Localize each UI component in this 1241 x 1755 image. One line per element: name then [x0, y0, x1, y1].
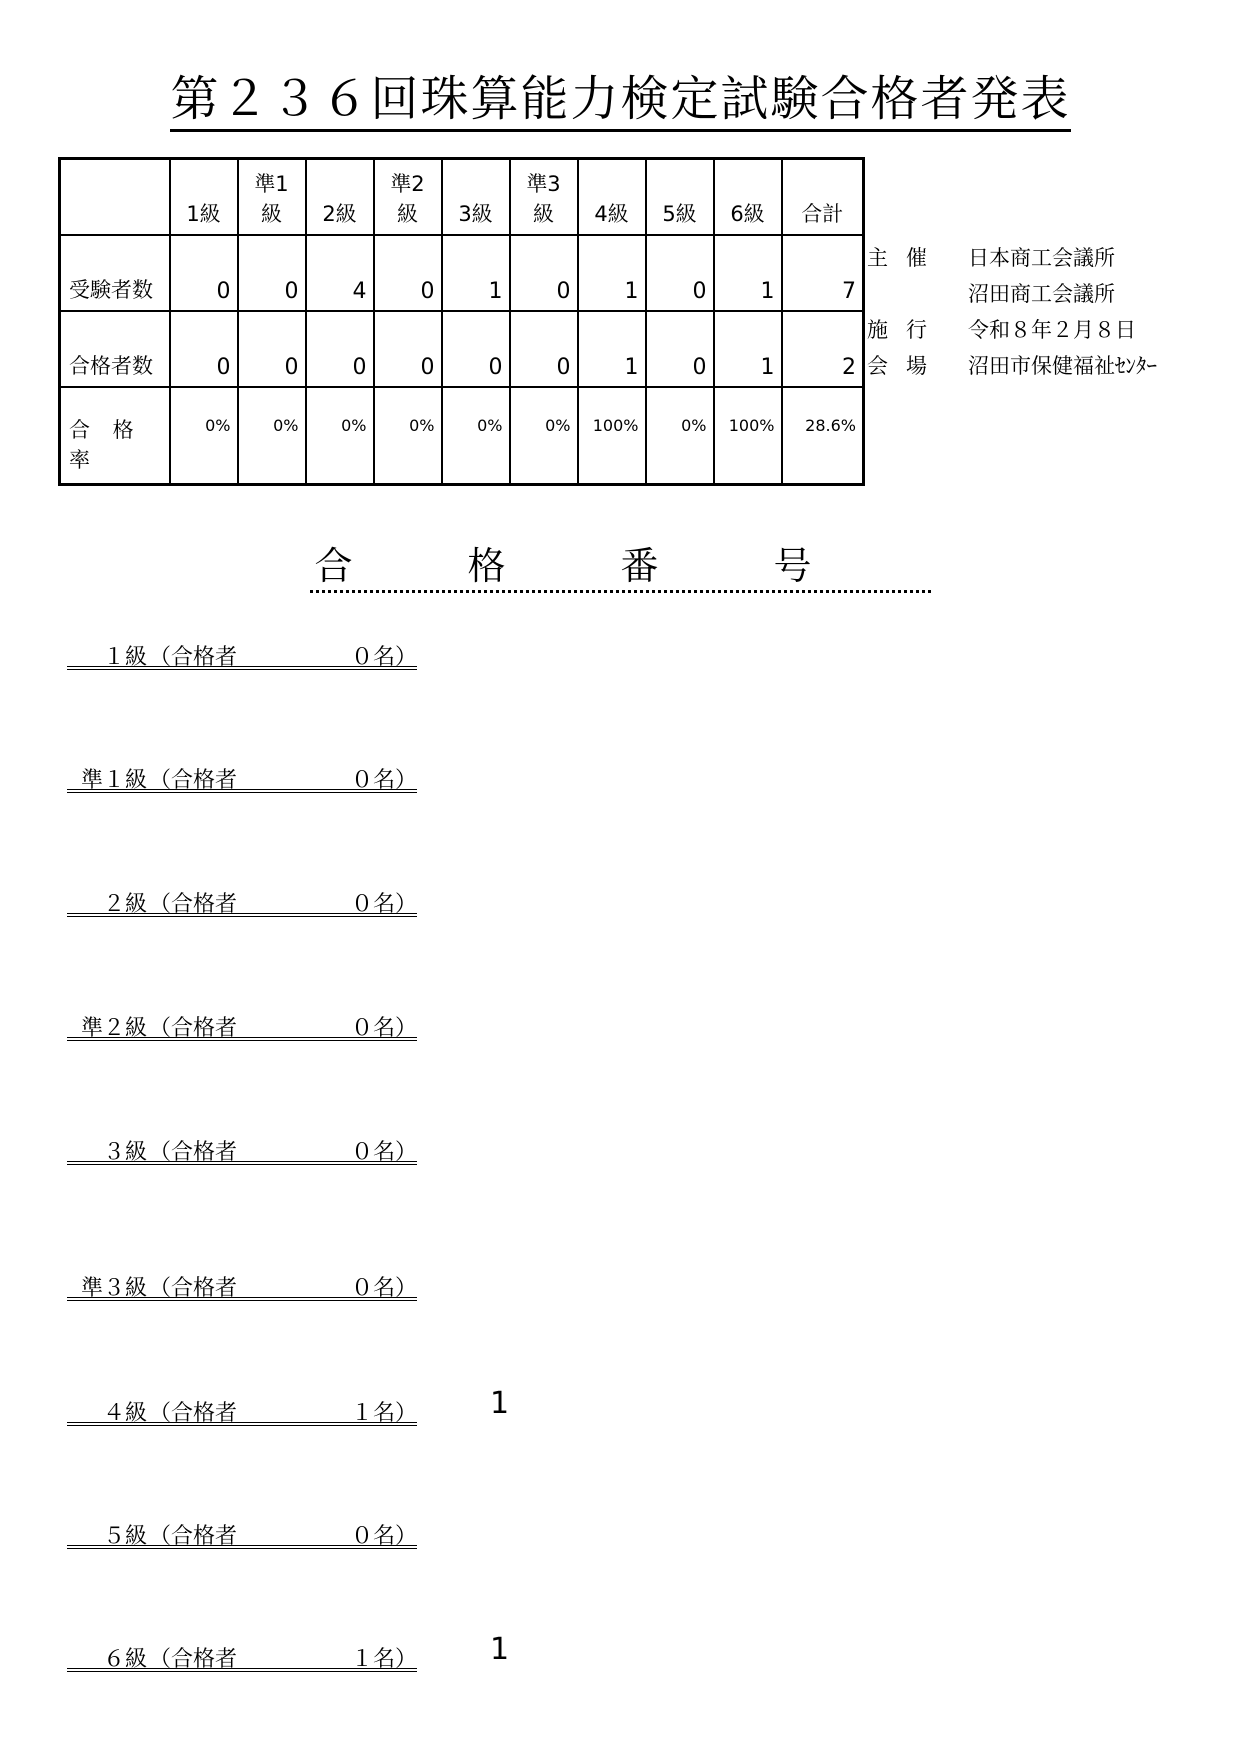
exam-date: 令和８年２月８日 — [968, 318, 1136, 342]
table-cell: 1 — [714, 311, 782, 387]
column-header: 準1級 — [238, 159, 306, 235]
grade-passers-label: （合格者 — [149, 1401, 238, 1426]
column-header-total: 合計 — [782, 159, 864, 235]
table-cell: 0 — [510, 311, 578, 387]
grade-name: ３級 — [102, 1140, 147, 1165]
grade-line — [67, 1011, 417, 1041]
table-cell: 0 — [170, 235, 238, 311]
section-title — [0, 535, 1241, 590]
column-header: 3級 — [442, 159, 510, 235]
grade-name: ５級 — [102, 1524, 147, 1549]
grade-passers-count: ０名） — [350, 892, 417, 917]
column-header: 準2級 — [374, 159, 442, 235]
grade-name: ２級 — [102, 892, 147, 917]
grade-passers-label: （合格者 — [149, 1524, 238, 1549]
table-cell: 0 — [374, 235, 442, 311]
table-cell: 0 — [510, 235, 578, 311]
results-table — [58, 157, 865, 486]
grade-passers-label: （合格者 — [149, 1647, 238, 1672]
grade-line — [67, 1519, 417, 1549]
table-row-pass-rate — [60, 387, 864, 485]
table-row-examinees — [60, 235, 864, 311]
table-cell: 0 — [238, 311, 306, 387]
table-cell: 0% — [510, 387, 578, 485]
grade-passers-label: （合格者 — [149, 645, 238, 670]
table-cell: 0 — [374, 311, 442, 387]
table-cell: 100% — [714, 387, 782, 485]
table-cell: 1 — [578, 235, 646, 311]
grade-passers-count: １名） — [350, 1401, 417, 1426]
grade-passers-count: ０名） — [350, 768, 417, 793]
table-cell: 1 — [714, 235, 782, 311]
grade-name: 準３級 — [80, 1276, 147, 1301]
table-cell: 4 — [306, 235, 374, 311]
table-cell: 0 — [306, 311, 374, 387]
table-cell: 100% — [578, 387, 646, 485]
venue: 沼田市保健福祉ｾﾝﾀｰ — [968, 354, 1157, 378]
column-header: 準3級 — [510, 159, 578, 235]
table-cell: 1 — [578, 311, 646, 387]
grade-name: 準２級 — [80, 1016, 147, 1041]
grade-line — [67, 1642, 417, 1672]
table-corner-cell — [60, 159, 170, 235]
grade-name: ６級 — [102, 1647, 147, 1672]
column-header: 2級 — [306, 159, 374, 235]
table-cell-total: 2 — [782, 311, 864, 387]
host-label-blank — [867, 276, 968, 312]
grade-line — [67, 1135, 417, 1165]
grade-passers-count: ０名） — [350, 1140, 417, 1165]
row-label: 受験者数 — [60, 235, 170, 311]
column-header: 6級 — [714, 159, 782, 235]
grade-name: 準１級 — [80, 768, 147, 793]
table-header-row — [60, 159, 864, 235]
host-label: 主催 — [867, 246, 945, 270]
organizer-info — [867, 240, 1157, 384]
section-title-text: 合格番号 — [310, 544, 930, 593]
column-header: 4級 — [578, 159, 646, 235]
page-title — [0, 60, 1241, 129]
table-cell: 0 — [442, 311, 510, 387]
column-header: 1級 — [170, 159, 238, 235]
table-cell: 0% — [306, 387, 374, 485]
grade-line — [67, 763, 417, 793]
table-cell-total: 7 — [782, 235, 864, 311]
table-cell: 0% — [238, 387, 306, 485]
row-label: 合 格 率 — [60, 387, 170, 485]
venue-label: 会場 — [867, 354, 945, 378]
host-1: 日本商工会議所 — [968, 246, 1115, 270]
grade-line — [67, 1271, 417, 1301]
grade-line — [67, 887, 417, 917]
grade-passers-count: ０名） — [350, 1276, 417, 1301]
grade-passers-label: （合格者 — [149, 768, 238, 793]
pass-numbers: 1 — [490, 1632, 510, 1667]
grade-passers-label: （合格者 — [149, 1140, 238, 1165]
grade-passers-count: ０名） — [350, 645, 417, 670]
page-title-text: 第２３６回珠算能力検定試験合格者発表 — [170, 71, 1070, 132]
grade-name: １級 — [102, 645, 147, 670]
table-cell: 0% — [374, 387, 442, 485]
grade-passers-label: （合格者 — [149, 892, 238, 917]
table-cell: 0 — [170, 311, 238, 387]
table-cell: 0 — [646, 235, 714, 311]
grade-line — [67, 1396, 417, 1426]
table-cell-total: 28.6% — [782, 387, 864, 485]
grade-passers-count: ０名） — [350, 1016, 417, 1041]
column-header: 5級 — [646, 159, 714, 235]
grade-passers-count: ０名） — [350, 1524, 417, 1549]
table-cell: 1 — [442, 235, 510, 311]
pass-numbers: 1 — [490, 1386, 510, 1421]
grade-line — [67, 640, 417, 670]
grade-passers-count: １名） — [350, 1647, 417, 1672]
table-cell: 0 — [646, 311, 714, 387]
table-row-passers — [60, 311, 864, 387]
table-cell: 0 — [238, 235, 306, 311]
row-label: 合格者数 — [60, 311, 170, 387]
table-cell: 0% — [442, 387, 510, 485]
table-cell: 0% — [170, 387, 238, 485]
grade-passers-label: （合格者 — [149, 1276, 238, 1301]
host-2: 沼田商工会議所 — [968, 282, 1115, 306]
table-cell: 0% — [646, 387, 714, 485]
date-label: 施行 — [867, 318, 945, 342]
grade-passers-label: （合格者 — [149, 1016, 238, 1041]
grade-name: ４級 — [102, 1401, 147, 1426]
